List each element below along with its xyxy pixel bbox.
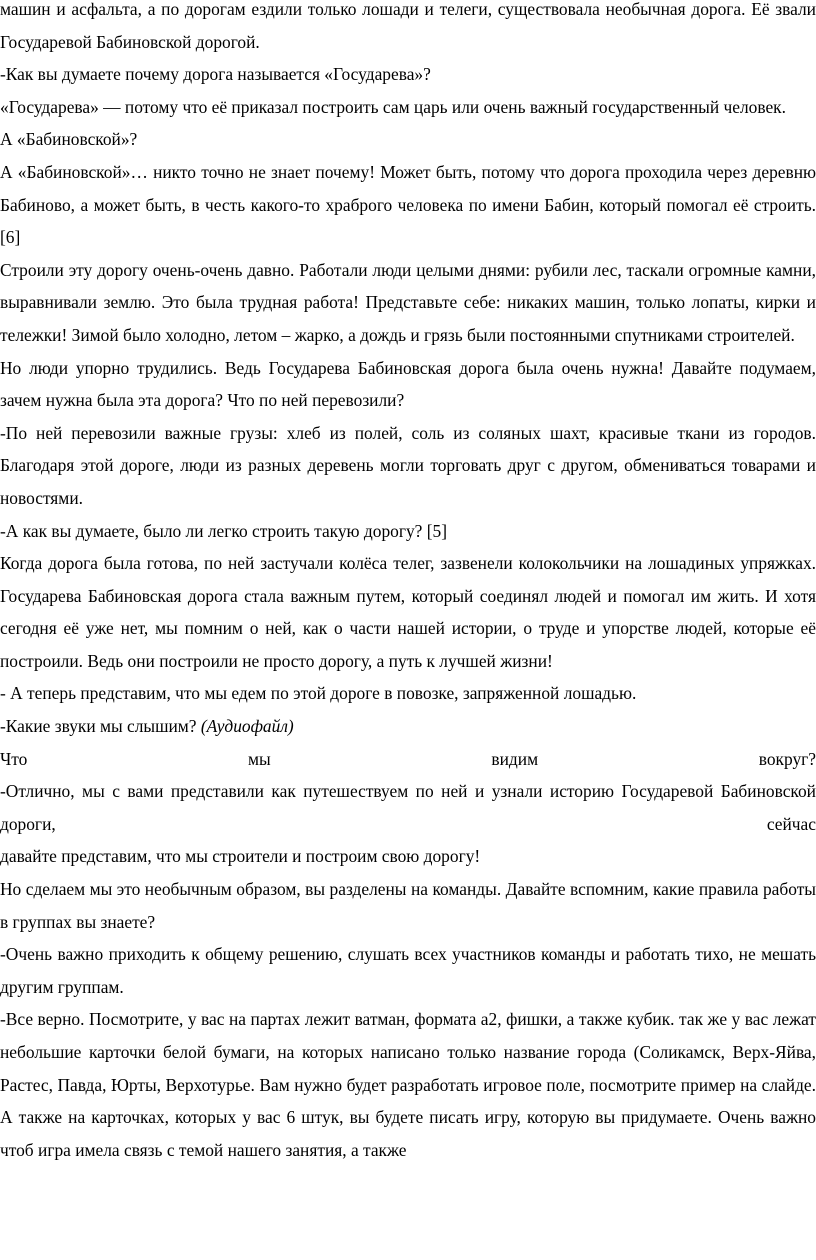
audio-file-note: (Аудиофайл) xyxy=(200,716,294,737)
paragraph-question-easy: -А как вы думаете, было ли легко строить такую дорогу? [5] xyxy=(0,520,448,541)
paragraph-question-name: -Как вы думаете почему дорога называется «Государева»? xyxy=(0,64,431,85)
paragraph-construction: Строили эту дорогу очень-очень давно. Работали люди целыми днями: рубили лес, таскали огромные камни, выравнивали землю. Это была трудная работа! Представьте себе: никаких машин, только лопаты, кирки и тележки! Зимой было холодно, летом – жарко, а дождь и грязь были постоянными спутниками строителей. xyxy=(0,259,816,345)
paragraph-answer-gosudareva: «Государева» — потому что её приказал построить сам царь или очень важный государственный человек. xyxy=(0,96,786,117)
sounds-question-text: -Какие звуки мы слышим? xyxy=(0,716,197,737)
paragraph-road-intro: машин и асфальта, а по дорогам ездили только лошади и телеги, существовала необычная дорога. Её звали Государевой Бабиновской дорогой. xyxy=(0,0,816,52)
paragraph-excellent: -Отлично, мы с вами представили как путешествуем по ней и узнали историю Государевой Бабиновской дороги, сейчас xyxy=(0,781,816,834)
paragraph-people-worked: Но люди упорно трудились. Ведь Государева Бабиновская дорога была очень нужна! Давайте подумаем, зачем нужна была эта дорога? Что по ней перевозили? xyxy=(0,357,816,411)
paragraph-answer-babinovskoy: А «Бабиновской»… никто точно не знает почему! Может быть, потому что дорога проходила через деревню Бабиново, а может быть, в честь какого-то храброго человека по имени Бабин, который помогал её строить. [6] xyxy=(0,161,816,248)
paragraph-group-rules: -Очень важно приходить к общему решению, слушать всех участников команды и работать тихо, не мешать другим группам. xyxy=(0,944,816,997)
paragraph-what-we-see: Что мы видим вокруг? xyxy=(0,748,816,769)
paragraph-sounds-question xyxy=(0,710,816,743)
paragraph-imagine-builders: давайте представим, что мы строители и построим свою дорогу! xyxy=(0,846,481,867)
paragraph-task-description: -Все верно. Посмотрите, у вас на партах лежит ватман, формата а2, фишки, а также кубик. так же у вас лежат небольшие карточки белой бумаги, на которых написано только название города (Соликамск, Верх-Яйва, Растес, Павда, Юрты, Верхотурье. Вам нужно будет разработать игровое поле, посмотрите пример на слайде. А также на карточках, которых у вас 6 штук, вы будете писать игру, которую вы придумаете. Очень важно чтоб игра имела связь с темой нашего занятия, а также xyxy=(0,1009,816,1160)
paragraph-road-ready: Когда дорога была готова, по ней застучали колёса телег, зазвенели колокольчики на лошадиных упряжках. Государева Бабиновская дорога стала важным путем, который соединял людей и помогал им жить. И хотя сегодня её уже нет, мы помним о ней, как о части нашей истории, о труде и упорстве людей, которые её построили. Ведь они построили не просто дорогу, а путь к лучшей жизни! xyxy=(0,553,816,671)
paragraph-imagine-ride: - А теперь представим, что мы едем по этой дороге в повозке, запряженной лошадью. xyxy=(0,683,637,704)
paragraph-cargo: -По ней перевозили важные грузы: хлеб из полей, соль из соляных шахт, красивые ткани из городов. Благодаря этой дороге, люди из разных деревень могли торговать друг с другом, обмениваться товарами и новостями. xyxy=(0,422,816,508)
paragraph-question-babinovskoy: А «Бабиновской»? xyxy=(0,129,138,150)
paragraph-teams: Но сделаем мы это необычным образом, вы разделены на команды. Давайте вспомним, какие правила работы в группах вы знаете? xyxy=(0,879,816,932)
